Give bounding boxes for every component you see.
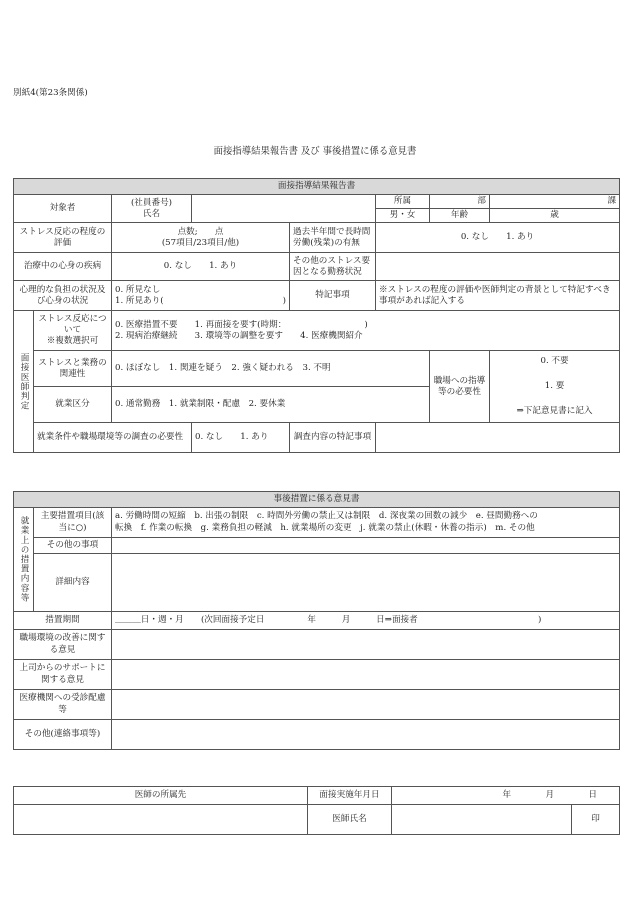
period-label: 措置期間 bbox=[14, 612, 112, 630]
stress-eval-label: ストレス反応の程度の評価 bbox=[14, 223, 112, 253]
stress-response-label: ストレス反応について bbox=[38, 314, 107, 336]
guidance-note: ⇒下記意見書に記入 bbox=[516, 406, 593, 417]
other-stress-label: その他のストレス要因となる勤務状況 bbox=[290, 253, 376, 281]
improve-field[interactable] bbox=[112, 630, 620, 660]
guidance-opt0: 0. 不要 bbox=[540, 356, 569, 367]
doctor-name-label: 医師氏名 bbox=[308, 805, 392, 835]
medical-label: 医療機関への受診配慮等 bbox=[14, 690, 112, 720]
illness-options[interactable]: 0. なし 1. あり bbox=[112, 253, 290, 281]
gender-field[interactable]: 男・女 bbox=[376, 209, 430, 223]
stress-response-line1: 0. 医療措置不要 1. 再面接を要す(時期： bbox=[115, 319, 287, 330]
overtime-options[interactable]: 0. なし 1. あり bbox=[376, 223, 620, 253]
employee-label-cell bbox=[112, 195, 192, 223]
misc-label: その他(連絡事項等) bbox=[14, 720, 112, 750]
doctor-name-field[interactable] bbox=[392, 805, 572, 835]
score-line: 点数; 点 bbox=[177, 226, 224, 237]
overtime-label: 過去半年間で長時間労働(残業)の有無 bbox=[290, 223, 376, 253]
support-label: 上司からのサポートに関する意見 bbox=[14, 660, 112, 690]
dept-ka-field[interactable]: 課 bbox=[490, 195, 620, 209]
burden-opt0: 0. 所見なし bbox=[115, 284, 161, 295]
page-title: 面接指導結果報告書 及び 事後措置に係る意見書 bbox=[213, 146, 417, 157]
opinion-table bbox=[13, 491, 620, 750]
employee-name-field[interactable] bbox=[192, 195, 376, 223]
score-field[interactable] bbox=[112, 223, 290, 253]
opinion-header: 事後措置に係る意見書 bbox=[14, 492, 620, 508]
guidance-options[interactable] bbox=[490, 351, 620, 423]
burden-paren: ) bbox=[282, 295, 286, 306]
affiliation-field[interactable] bbox=[14, 805, 308, 835]
document-ref: 別紙4(第23条関係) bbox=[13, 88, 88, 98]
detail-field[interactable] bbox=[112, 554, 620, 612]
main-items-label: 主要措置項目(該当に○) bbox=[34, 508, 112, 538]
employee-name-label: 氏名 bbox=[142, 208, 161, 219]
survey-note-label: 調査内容の特記事項 bbox=[290, 423, 376, 453]
other-items-field[interactable] bbox=[112, 538, 620, 554]
improve-label: 職場環境の改善に関する意見 bbox=[14, 630, 112, 660]
date-label: 面接実施年月日 bbox=[308, 787, 392, 805]
other-items-label: その他の事項 bbox=[34, 538, 112, 554]
stress-response-paren: ) bbox=[364, 319, 368, 330]
age-label: 年齢 bbox=[430, 209, 490, 223]
stress-response-label-cell bbox=[34, 311, 112, 351]
measure-side-label: 就業上の措置内容等 bbox=[14, 508, 34, 612]
survey-note-field[interactable] bbox=[376, 423, 620, 453]
burden-opt1: 1. 所見あり( bbox=[115, 295, 164, 306]
report-header: 面接指導結果報告書 bbox=[14, 179, 620, 195]
work-class-options[interactable]: 0. 通常勤務 1. 就業制限・配慮 2. 要休業 bbox=[112, 387, 430, 423]
special-label: 特記事項 bbox=[290, 281, 376, 311]
doctor-judgment-label: 面接医師判定 bbox=[14, 311, 34, 453]
burden-options[interactable] bbox=[112, 281, 290, 311]
seal-mark: 印 bbox=[572, 805, 620, 835]
stress-response-line1-row bbox=[115, 320, 616, 331]
score-sub: (57項目/23項目/他) bbox=[161, 237, 240, 248]
guidance-label: 職場への指導等の必要性 bbox=[430, 351, 490, 423]
subject-label: 対象者 bbox=[14, 195, 112, 223]
doctor-table bbox=[13, 786, 620, 835]
period-field[interactable]: ＿＿＿日・週・月 (次回面接予定日 年 月 日⇒面接者 ) bbox=[112, 612, 620, 630]
stress-response-line2: 2. 現病治療継続 3. 環境等の調整を要す 4. 医療機関紹介 bbox=[115, 330, 363, 341]
other-stress-field[interactable] bbox=[376, 253, 620, 281]
affiliation-label: 医師の所属先 bbox=[14, 787, 308, 805]
work-class-label: 就業区分 bbox=[34, 387, 112, 423]
dept-bu-field[interactable]: 部 bbox=[430, 195, 490, 209]
illness-label: 治療中の心身の疾病 bbox=[14, 253, 112, 281]
date-field[interactable]: 年 月 日 bbox=[392, 787, 620, 805]
support-field[interactable] bbox=[112, 660, 620, 690]
misc-field[interactable] bbox=[112, 720, 620, 750]
burden-opt1-row bbox=[115, 296, 286, 307]
special-note: ※ストレスの程度の評価や医師判定の背景として特記すべき事項があれば記入する bbox=[376, 281, 620, 311]
guidance-opt1: 1. 要 bbox=[544, 381, 565, 392]
stress-response-options[interactable] bbox=[112, 311, 620, 351]
stress-response-note: ※複数選択可 bbox=[46, 336, 99, 347]
detail-label: 詳細内容 bbox=[34, 554, 112, 612]
employee-no-label: (社員番号) bbox=[130, 197, 173, 208]
dept-label: 所属 bbox=[376, 195, 430, 209]
burden-label: 心理的な負担の状況及び心身の状況 bbox=[14, 281, 112, 311]
main-items-line1: a. 労働時間の短縮 b. 出張の制限 c. 時間外労働の禁止又は制限 d. 深夜業の回数の減少 e. 昼間勤務への bbox=[115, 511, 538, 522]
main-items-options[interactable] bbox=[112, 508, 620, 538]
survey-label: 就業条件や職場環境等の調査の必要性 bbox=[34, 423, 192, 453]
survey-options[interactable]: 0. なし 1. あり bbox=[192, 423, 290, 453]
relevance-label: ストレスと業務の関連性 bbox=[34, 351, 112, 387]
age-field[interactable]: 歳 bbox=[490, 209, 620, 223]
report-table bbox=[13, 178, 620, 453]
medical-field[interactable] bbox=[112, 690, 620, 720]
main-items-line2: 転換 f. 作業の転換 g. 業務負担の軽減 h. 就業場所の変更 j. 就業の禁止(休暇・休養の指示) m. その他 bbox=[115, 522, 535, 533]
relevance-options[interactable]: 0. ほぼなし 1. 関連を疑う 2. 強く疑われる 3. 不明 bbox=[112, 351, 430, 387]
